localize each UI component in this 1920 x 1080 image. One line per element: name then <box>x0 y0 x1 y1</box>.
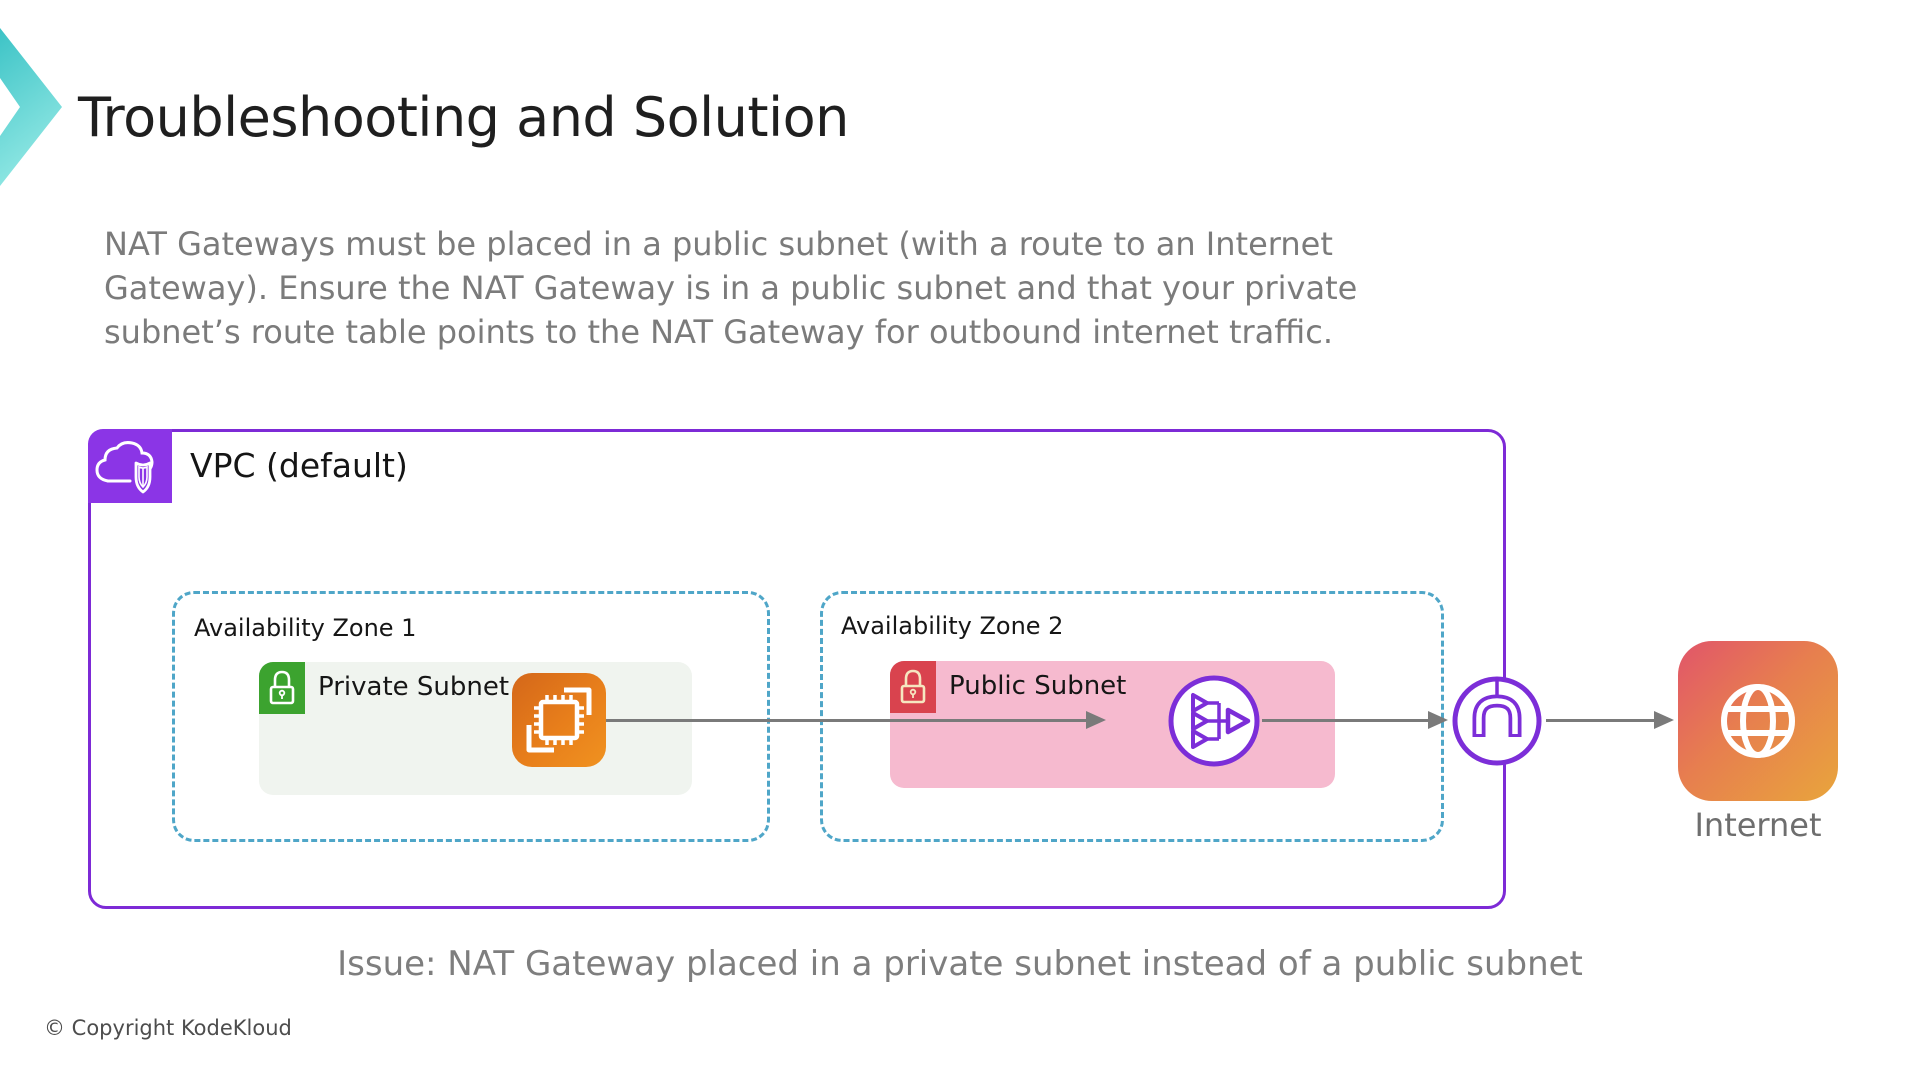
public-subnet-box <box>890 661 1335 788</box>
private-subnet-label: Private Subnet <box>318 672 510 702</box>
az2-label: Availability Zone 2 <box>841 612 1064 640</box>
internet-gateway-icon <box>1450 674 1544 768</box>
copyright-text: © Copyright KodeKloud <box>44 1016 292 1040</box>
internet-label: Internet <box>1694 806 1822 844</box>
arrow-ec2-to-nat <box>606 719 1088 722</box>
arrowhead-ec2-to-nat <box>1086 711 1106 729</box>
body-line: subnet’s route table points to the NAT Gateway for outbound internet traffic. <box>104 313 1333 351</box>
private-subnet-badge <box>259 662 305 714</box>
arrowhead-igw-to-internet <box>1654 711 1674 729</box>
lock-icon <box>890 661 936 713</box>
body-line: NAT Gateways must be placed in a public subnet (with a route to an Internet <box>104 225 1333 263</box>
cloud-shield-icon <box>88 429 172 503</box>
body-text <box>104 222 1357 354</box>
private-subnet-box <box>259 662 692 795</box>
vpc-container <box>88 429 1506 909</box>
chevron-logo <box>0 28 64 186</box>
availability-zone-2 <box>820 591 1444 842</box>
arrow-nat-to-igw <box>1262 719 1428 722</box>
page-title: Troubleshooting and Solution <box>78 86 849 149</box>
vpc-label: VPC (default) <box>190 446 408 485</box>
nat-gateway-icon <box>1166 673 1262 769</box>
issue-caption: Issue: NAT Gateway placed in a private subnet instead of a public subnet <box>337 944 1583 984</box>
globe-icon <box>1678 641 1838 801</box>
arrowhead-nat-to-igw <box>1428 711 1448 729</box>
body-line: Gateway). Ensure the NAT Gateway is in a public subnet and that your private <box>104 269 1358 307</box>
public-subnet-badge <box>890 661 936 713</box>
availability-zone-1 <box>172 591 770 842</box>
internet-badge <box>1678 641 1838 801</box>
az1-label: Availability Zone 1 <box>194 614 417 642</box>
vpc-badge <box>88 429 172 503</box>
public-subnet-label: Public Subnet <box>949 671 1127 701</box>
lock-icon <box>259 662 305 714</box>
ec2-instance-icon <box>512 673 606 767</box>
arrow-igw-to-internet <box>1546 719 1654 722</box>
